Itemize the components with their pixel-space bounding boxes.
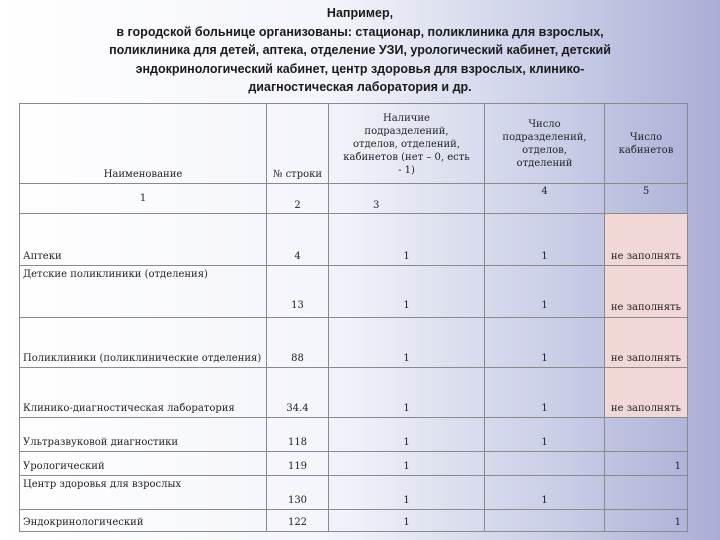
col-number: 5 (605, 184, 688, 214)
table-row (20, 452, 688, 476)
row-cabinets (605, 476, 688, 510)
row-presence: 1 (329, 510, 485, 532)
row-name: Поликлиники (поликлинические отделения) (20, 318, 267, 368)
page-title (60, 4, 660, 97)
table-row (20, 510, 688, 532)
row-name: Урологический (20, 452, 267, 476)
column-numbers-row (20, 184, 688, 214)
row-cabinets: не заполнять (605, 318, 688, 368)
row-units (485, 510, 605, 532)
row-presence: 1 (329, 418, 485, 452)
row-line-number: 88 (267, 318, 329, 368)
row-cabinets: не заполнять (605, 368, 688, 418)
table-row (20, 266, 688, 318)
header-name: Наименование (20, 104, 267, 184)
row-line-number: 119 (267, 452, 329, 476)
table-row (20, 214, 688, 266)
table-row (20, 368, 688, 418)
col-number: 4 (485, 184, 605, 214)
row-cabinets: 1 (605, 452, 688, 476)
row-cabinets (605, 418, 688, 452)
row-cabinets: 1 (605, 510, 688, 532)
row-name: Детские поликлиники (отделения) (20, 266, 267, 318)
row-units: 1 (485, 266, 605, 318)
title-line: эндокринологический кабинет, центр здоровья для взрослых, клинико- (135, 61, 585, 76)
header-line-number: № строки (267, 104, 329, 184)
title-line: в городской больнице организованы: стационар, поликлиника для взрослых, (116, 24, 604, 39)
row-presence: 1 (329, 214, 485, 266)
table-row (20, 318, 688, 368)
row-line-number: 4 (267, 214, 329, 266)
row-presence: 1 (329, 318, 485, 368)
row-presence: 1 (329, 368, 485, 418)
row-name: Аптеки (20, 214, 267, 266)
row-line-number: 34.4 (267, 368, 329, 418)
title-line: Например, (326, 6, 394, 20)
col-number: 3 (329, 184, 485, 214)
row-presence: 1 (329, 266, 485, 318)
row-units: 1 (485, 368, 605, 418)
row-units: 1 (485, 318, 605, 368)
row-units: 1 (485, 214, 605, 266)
row-units: 1 (485, 476, 605, 510)
col-number: 1 (20, 184, 267, 214)
row-units (485, 452, 605, 476)
row-line-number: 118 (267, 418, 329, 452)
row-name: Эндокринологический (20, 510, 267, 532)
row-cabinets: не заполнять (605, 214, 688, 266)
row-name: Клинико-диагностическая лаборатория (20, 368, 267, 418)
row-cabinets: не заполнять (605, 266, 688, 318)
title-line: диагностическая лаборатория и др. (248, 80, 472, 94)
row-units: 1 (485, 418, 605, 452)
row-name: Центр здоровья для взрослых (20, 476, 267, 510)
title-line: поликлиника для детей, аптека, отделение УЗИ, урологический кабинет, детский (109, 43, 611, 57)
table-header-row (20, 104, 688, 184)
row-presence: 1 (329, 476, 485, 510)
row-line-number: 13 (267, 266, 329, 318)
header-cabinets-count: Число кабинетов (605, 104, 688, 184)
col-number: 2 (267, 184, 329, 214)
row-line-number: 130 (267, 476, 329, 510)
departments-table (19, 103, 688, 532)
header-presence: Наличие подразделений, отделов, отделений, кабинетов (нет – 0, есть - 1) (329, 104, 485, 184)
table-row (20, 476, 688, 510)
header-units-count: Число подразделений, отделов, отделений (485, 104, 605, 184)
table-row (20, 418, 688, 452)
row-line-number: 122 (267, 510, 329, 532)
row-name: Ультразвуковой диагностики (20, 418, 267, 452)
row-presence: 1 (329, 452, 485, 476)
